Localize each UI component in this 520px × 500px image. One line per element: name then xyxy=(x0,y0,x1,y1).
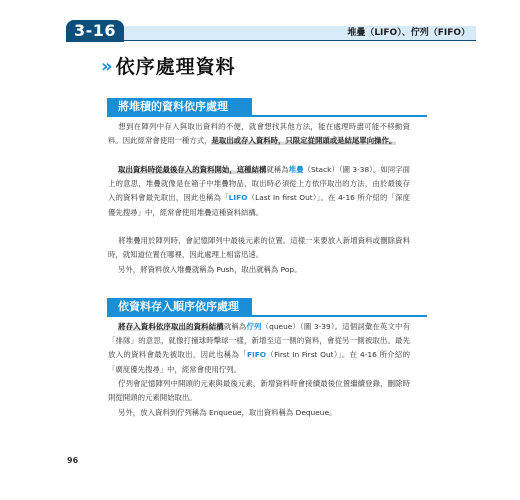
page-number: 96 xyxy=(67,456,79,465)
section-heading-rule xyxy=(107,315,427,317)
keyword: 堆疊 xyxy=(288,165,304,174)
paragraph xyxy=(108,320,410,377)
section-heading-label: 將堆積的資料依序處理 xyxy=(107,98,252,115)
keyword: LIFO xyxy=(228,193,248,203)
highlighted-text: 是取出或存入資料時，只限定從開頭或是結尾單向操作。 xyxy=(211,136,397,146)
paragraph-text: 將堆疊用於陣列時，會記憶陣列中最後元素的位置。這樣一來要放入新增資料或刪除資料時，就知道位置在哪裡，因此處理上相當迅速。 xyxy=(108,236,410,260)
paragraph xyxy=(108,163,410,220)
paragraph-text: （Stack）（圖 3-38）。如同字面上的意思，堆疊就像是在箱子中堆疊物品，取出時必須從上方依序取出的方法，由於最後存入的資料會最先取出，因此也稱為「 xyxy=(108,165,410,203)
paragraph xyxy=(108,377,410,405)
section-heading-rule xyxy=(107,115,427,117)
section-heading-stack xyxy=(107,98,427,116)
highlighted-text: 取出資料時從最後存入的資料開始，這種結構 xyxy=(118,165,267,174)
paragraph xyxy=(108,263,410,277)
paragraph-text: 佇列會記憶陣列中開頭的元素與最後元素，新增資料時會接續最後位置繼續登錄，刪除時則從開頭的元素開始取出。 xyxy=(108,379,410,403)
paragraph-text: 就稱為 xyxy=(266,165,289,174)
paragraph xyxy=(108,234,410,262)
main-title xyxy=(101,56,236,78)
paragraph xyxy=(108,120,410,148)
paragraph-text: （queue）（圖 3-39）。這個詞彙在英文中有「排隊」的意思，就像打撞球時擊球一樣，新增至這一側的資料，會從另一側被取出。最先放入的資料會最先被取出，因此也稱為「 xyxy=(108,322,410,360)
double-chevron-icon: » xyxy=(101,56,110,77)
chapter-badge: 3-16 xyxy=(66,20,124,42)
paragraph-text: 就稱為 xyxy=(223,322,247,331)
main-title-text: 依序處理資料 xyxy=(115,56,236,78)
section-heading-queue xyxy=(107,298,427,316)
section-heading-label: 依資料存入順序依序處理 xyxy=(107,298,252,315)
paragraph-text: 另外，將資料放入堆疊就稱為 Push，取出就稱為 Pop。 xyxy=(118,265,302,274)
page-header xyxy=(66,20,476,44)
paragraph xyxy=(108,406,410,420)
paragraph-text: （Last In first Out）」。在 4-16 所介紹的「深度優先搜尋」中，經常會使用堆疊這種資料結構。 xyxy=(108,193,410,217)
header-topic: 堆疊（LIFO）、佇列（FIFO） xyxy=(347,28,470,38)
keyword: FIFO xyxy=(246,350,267,360)
highlighted-text: 將存入資料依序取出的資料結構 xyxy=(118,322,224,331)
paragraph-text: 想到在陣列中存入與取出資料的不便，就會想找其他方法，能在處理時盡可能不移動資料。因此經常會使用一種方式， xyxy=(108,122,410,146)
header-rule xyxy=(124,40,476,41)
paragraph-text: （First In First Out）」。在 4-16 所介紹的「廣度優先搜尋」中，經常會使用佇列。 xyxy=(108,350,410,374)
keyword: 佇列 xyxy=(246,322,262,331)
paragraph-text: 另外，放入資料到佇列稱為 Enqueue，取出資料稱為 Dequeue。 xyxy=(118,408,337,417)
